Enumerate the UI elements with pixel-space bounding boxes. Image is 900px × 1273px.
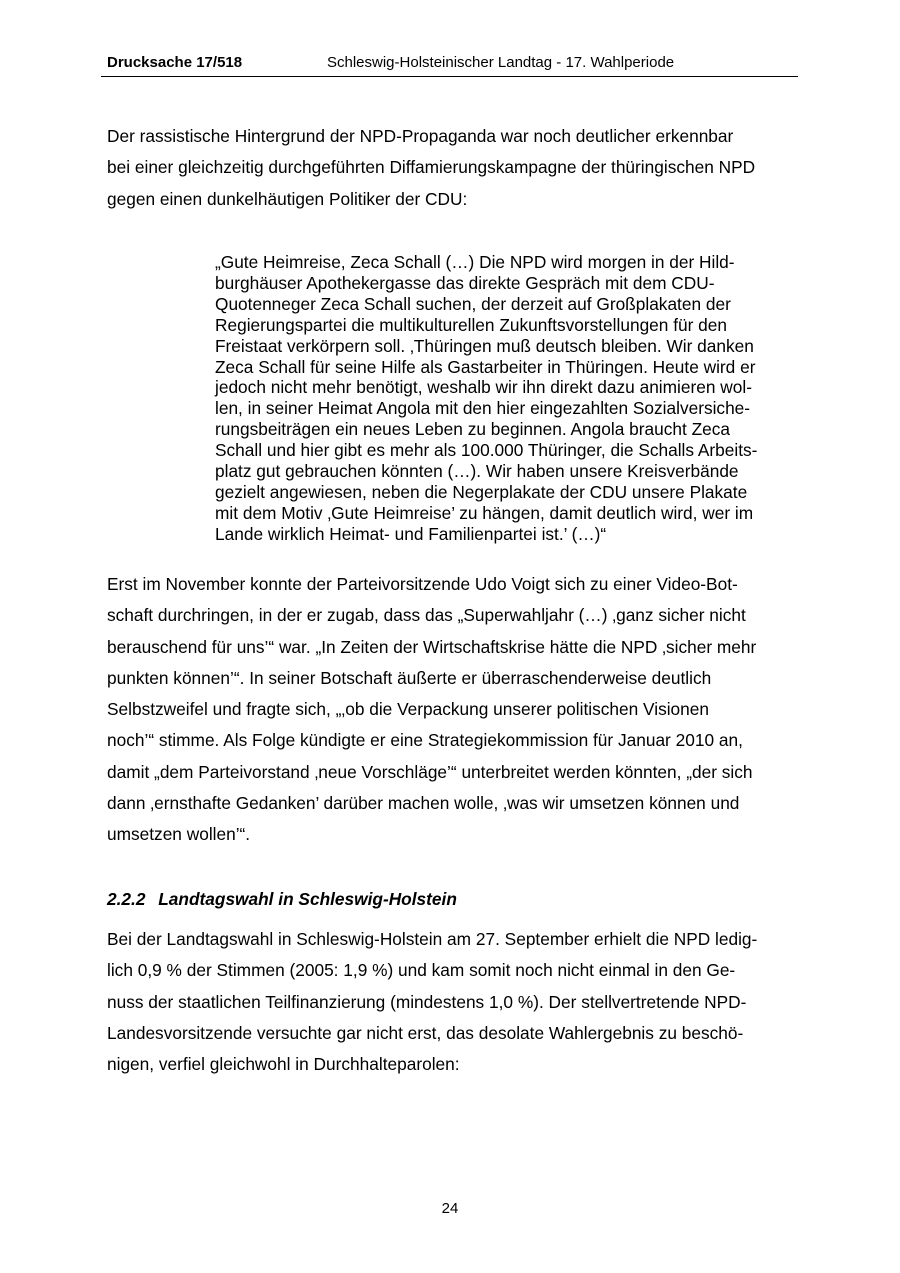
text-line: noch’“ stimme. Als Folge kündigte er eine Strategiekommission für Januar 2010 an,: [107, 730, 743, 751]
text-line: damit „dem Parteivorstand ‚neue Vorschläge’“ unterbreitet werden könnten, „der sich: [107, 761, 753, 782]
section-title: Landtagswahl in Schleswig-Holstein: [158, 889, 457, 909]
document-number: Drucksache 17/518: [107, 54, 243, 71]
section-number: 2.2.2: [107, 889, 146, 909]
voigt-paragraph: [107, 569, 797, 851]
quote-line: burghäuser Apothekergasse das direkte Gespräch mit dem CDU-: [215, 272, 715, 293]
quote-line: rungsbeiträgen ein neues Leben zu beginnen. Angola braucht Zeca: [215, 419, 730, 440]
quote-line: Regierungspartei die multikulturellen Zukunftsvorstellungen für den: [215, 314, 727, 335]
quote-line: platz gut gebrauchen könnten (…). Wir haben unsere Kreisverbände: [215, 461, 739, 482]
text-line: Landesvorsitzende versuchte gar nicht erst, das desolate Wahlergebnis zu beschö-: [107, 1022, 744, 1043]
text-line: Erst im November konnte der Parteivorsitzende Udo Voigt sich zu einer Video-Bot-: [107, 574, 738, 594]
quote-line: Schall und hier gibt es mehr als 100.000 Thüringer, die Schalls Arbeits-: [215, 440, 758, 461]
text-line: nuss der staatlichen Teilfinanzierung (mindestens 1,0 %). Der stellvertretende NPD-: [107, 991, 747, 1012]
page-number: 24: [441, 1200, 459, 1217]
quote-line: „Gute Heimreise, Zeca Schall (…) Die NPD wird morgen in der Hild-: [215, 252, 735, 272]
text-line: Selbstzweifel und fragte sich, „‚ob die Verpackung unserer politischen Visionen: [107, 699, 709, 720]
quote-line: Quotenneger Zeca Schall suchen, der derzeit auf Großplakaten der: [215, 293, 731, 314]
quote-line: Zeca Schall für seine Hilfe als Gastarbeiter in Thüringen. Heute wird er: [215, 356, 756, 377]
quote-line: mit dem Motiv ‚Gute Heimreise’ zu hängen, damit deutlich wird, wer im: [215, 502, 754, 523]
quote-line: gezielt angewiesen, neben die Negerplakate der CDU unsere Plakate: [215, 481, 748, 502]
text-line: lich 0,9 % der Stimmen (2005: 1,9 %) und kam somit noch nicht einmal in den Ge-: [107, 960, 736, 981]
quote-line: len, in seiner Heimat Angola mit den hier eingezahlten Sozialversiche-: [215, 398, 751, 419]
text-line: Bei der Landtagswahl in Schleswig-Holstein am 27. September erhielt die NPD ledig-: [107, 929, 758, 949]
intro-paragraph: [107, 121, 797, 215]
text-line: gegen einen dunkelhäutigen Politiker der CDU:: [107, 188, 468, 209]
text-line: punkten können’“. In seiner Botschaft äußerte er überraschenderweise deutlich: [107, 667, 712, 688]
text-line: dann ‚ernsthafte Gedanken’ darüber machen wolle, ‚was wir umsetzen können und: [107, 793, 740, 814]
text-line: umsetzen wollen’“.: [107, 824, 251, 845]
parliament-title: Schleswig-Holsteinischer Landtag - 17. Wahlperiode: [327, 54, 675, 71]
text-line: bei einer gleichzeitig durchgeführten Diffamierungskampagne der thüringischen NPD: [107, 157, 756, 178]
page-header: [101, 50, 798, 77]
text-line: Der rassistische Hintergrund der NPD-Propaganda war noch deutlicher erkennbar: [107, 126, 734, 146]
quote-line: jedoch nicht mehr benötigt, weshalb wir ihn direkt dazu animieren wol-: [215, 377, 752, 398]
text-line: berauschend für uns’“ war. „In Zeiten der Wirtschaftskrise hätte die NPD ‚sicher mehr: [107, 636, 757, 657]
quote-line: Lande wirklich Heimat- und Familienpartei ist.’ (…)“: [215, 523, 607, 544]
quote-line: Freistaat verkörpern soll. ‚Thüringen muß deutsch bleiben. Wir danken: [215, 335, 754, 356]
section-heading: [107, 889, 457, 910]
election-paragraph: [107, 924, 797, 1080]
text-line: nigen, verfiel gleichwohl in Durchhalteparolen:: [107, 1054, 460, 1075]
text-line: schaft durchringen, in der er zugab, dass das „Superwahljahr (…) ‚ganz sicher nicht: [107, 605, 746, 626]
npd-quote-block: [215, 252, 795, 545]
